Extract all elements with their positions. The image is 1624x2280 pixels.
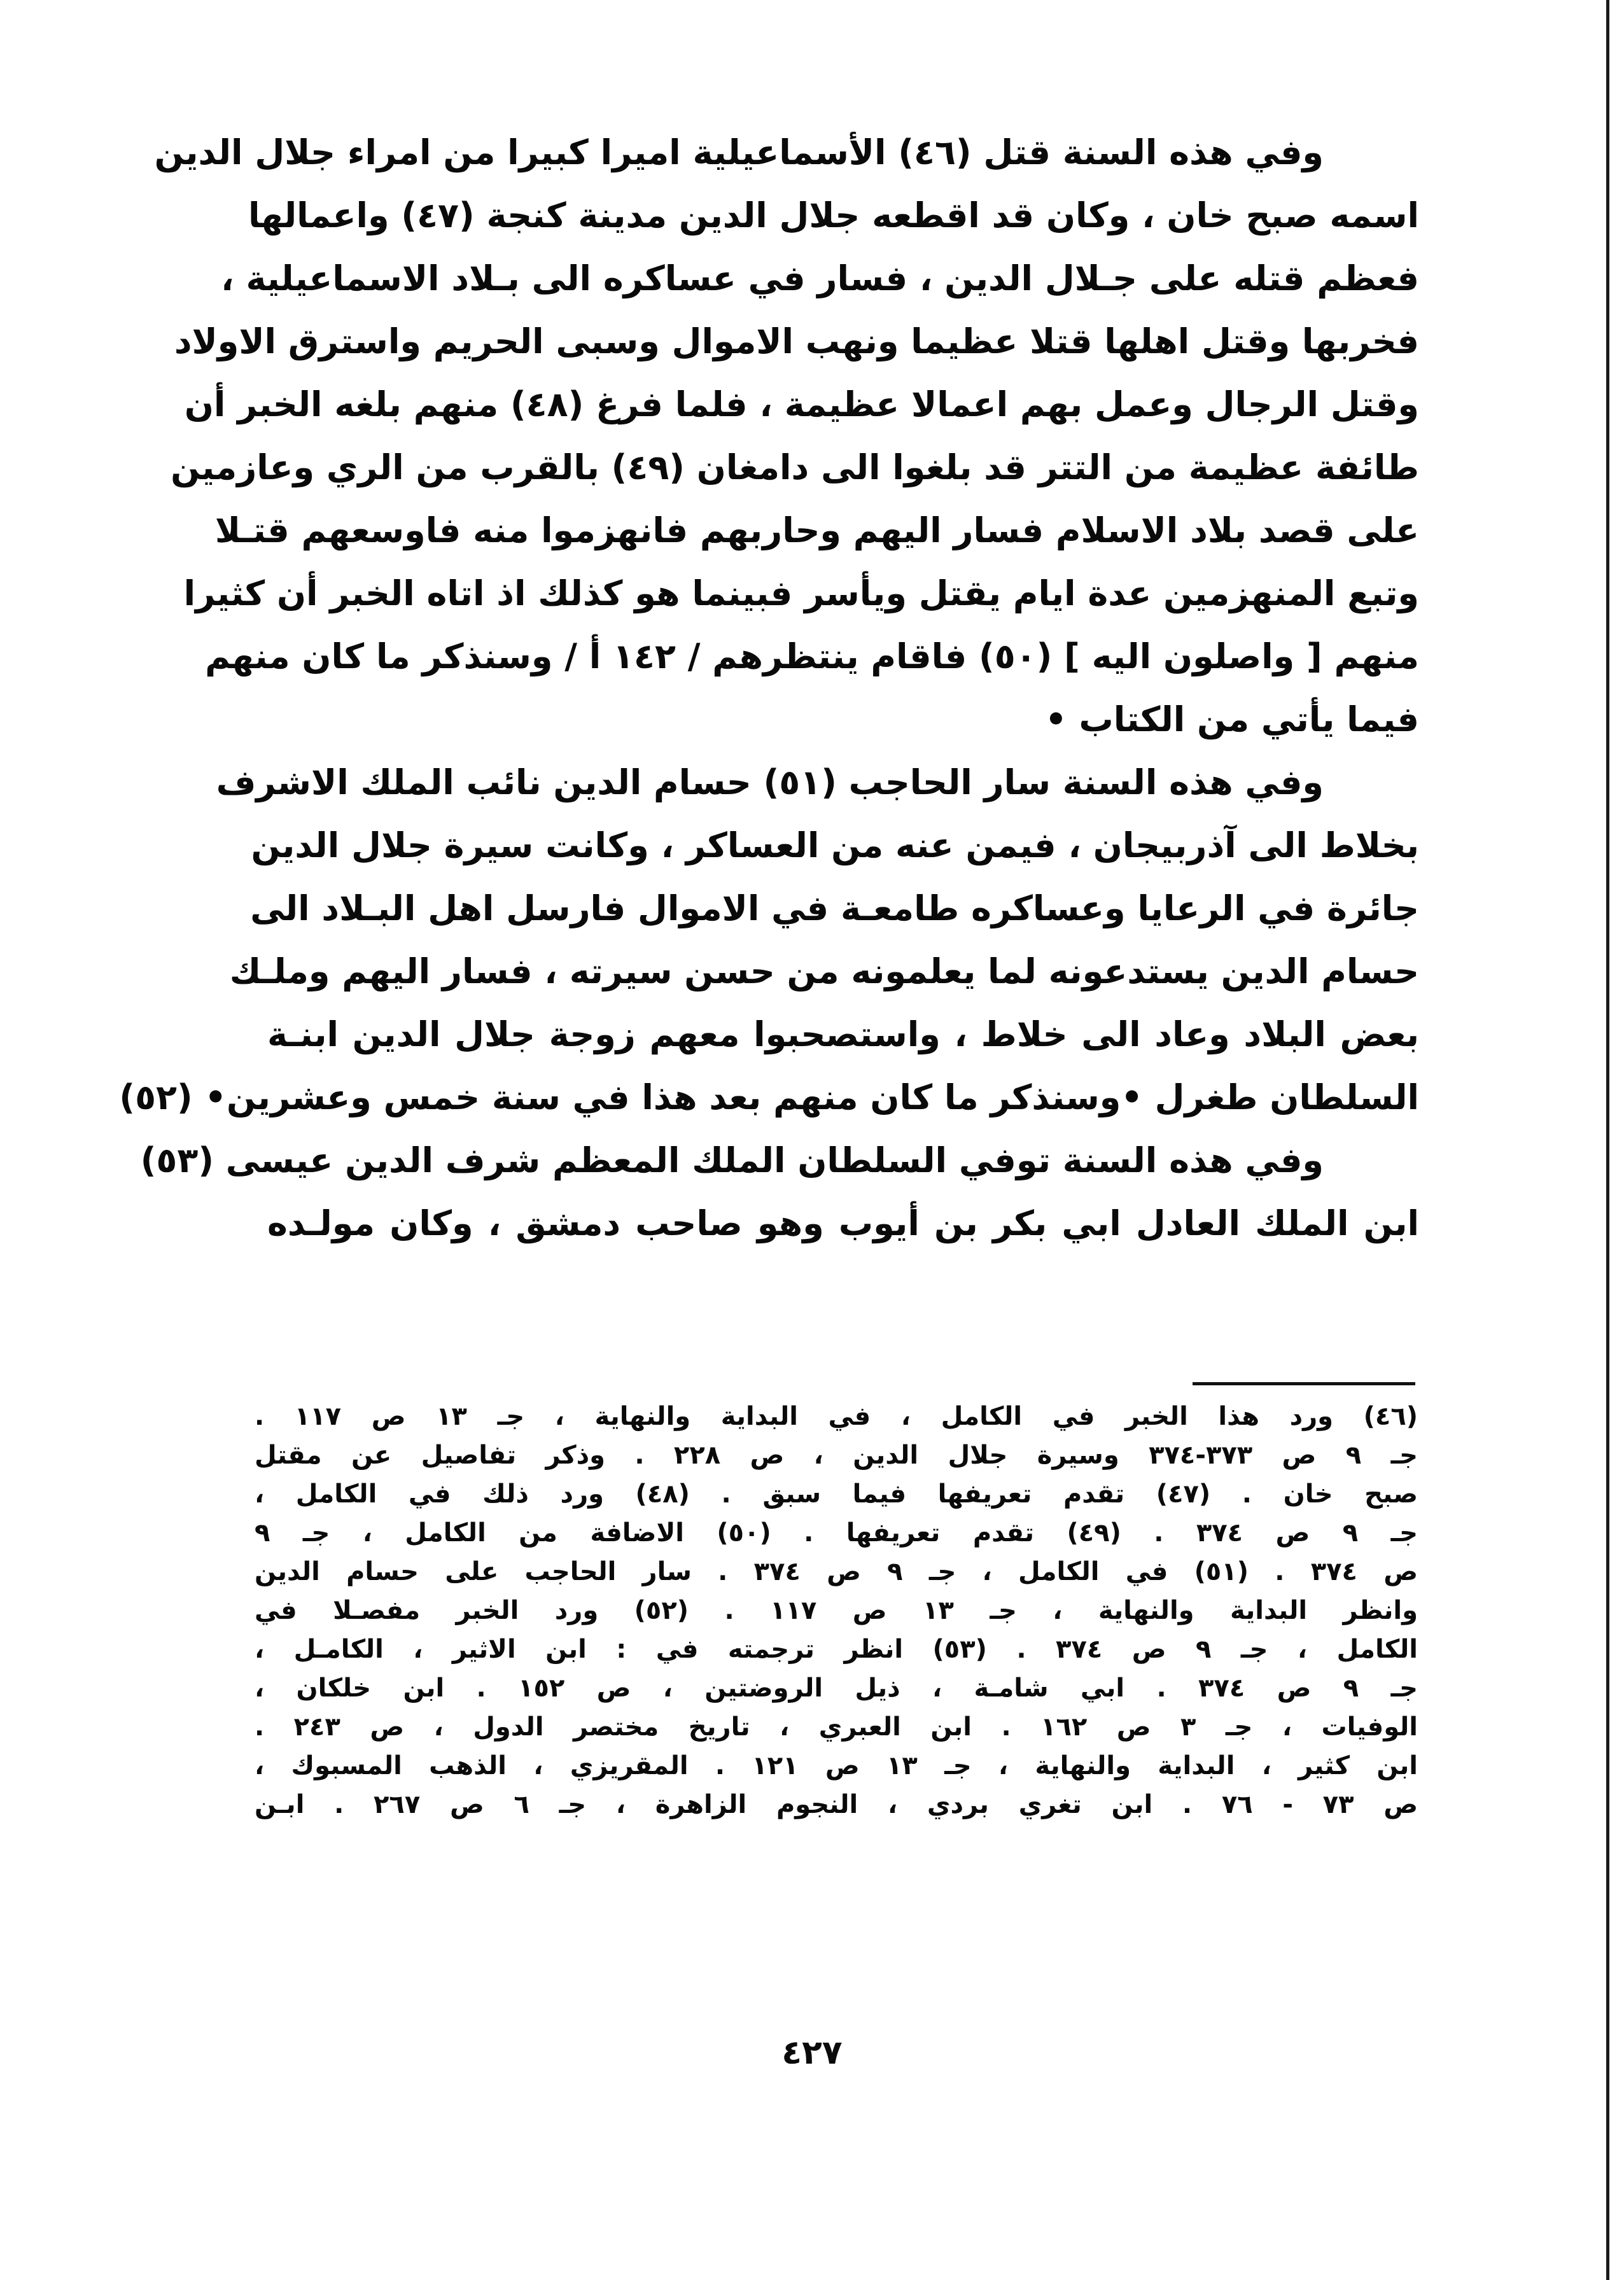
body-line: اسمه صبح خان ، وكان قد اقطعه جلال الدين مدينة كنجة (٤٧) واعمالها [248, 195, 1419, 235]
footnote-line: ص ٣٧٤ . (٥١) في الكامل ، جـ ٩ ص ٣٧٤ . سار الحاجب على حسام الدين [255, 1557, 1418, 1586]
page-edge-border [1606, 0, 1609, 2280]
body-line: طائفة عظيمة من التتر قد بلغوا الى دامغان (٤٩) بالقرب من الري وعازمين [171, 447, 1419, 487]
footnotes [255, 1397, 1418, 1824]
body-line: وتبع المنهزمين عدة ايام يقتل ويأسر فبينما هو كذلك اذ اتاه الخبر أن كثيرا [183, 573, 1419, 613]
body-line: وقتل الرجال وعمل بهم اعمالا عظيمة ، فلما فرغ (٤٨) منهم بلغه الخبر أن [184, 384, 1419, 424]
body-line: وفي هذه السنة قتل (٤٦) الأسماعيلية اميرا كبيرا من امراء جلال الدين [154, 132, 1324, 172]
body-line: بخلاط الى آذربيجان ، فيمن عنه من العساكر ، وكانت سيرة جلال الدين [251, 825, 1419, 865]
footnote-line: جـ ٩ ص ٣٧٤ . ابي شامـة ، ذيل الروضتين ، ص ١٥٢ . ابن خلكان ، [255, 1674, 1418, 1703]
footnote-line: وانظر البداية والنهاية ، جـ ١٣ ص ١١٧ . (٥٢) ورد الخبر مفصـلا في [255, 1596, 1418, 1625]
main-text [119, 121, 1419, 1255]
body-line: فيما يأتي من الكتاب • [1045, 699, 1419, 739]
footnote-line: (٤٦) ورد هذا الخبر في الكامل ، في البداية والنهاية ، جـ ١٣ ص ١١٧ . [255, 1402, 1418, 1431]
footnote-line: الوفيات ، جـ ٣ ص ١٦٢ . ابن العبري ، تاريخ مختصر الدول ، ص ٢٤٣ . [255, 1712, 1418, 1742]
page-number: ٤٢٧ [781, 2034, 843, 2072]
body-line: ابن الملك العادل ابي بكر بن أيوب وهو صاحب دمشق ، وكان مولـده [267, 1203, 1419, 1243]
body-line: السلطان طغرل •وسنذكر ما كان منهم بعد هذا في سنة خمس وعشرين• (٥٢) [119, 1077, 1419, 1117]
footnote-separator [1193, 1382, 1415, 1385]
body-line: منهم [ واصلون اليه ] (٥٠) فاقام ينتظرهم / ١٤٢ أ / وسنذكر ما كان منهم [205, 636, 1419, 676]
body-line: بعض البلاد وعاد الى خلاط ، واستصحبوا معهم زوجة جلال الدين ابنـة [267, 1014, 1419, 1054]
body-line: وفي هذه السنة سار الحاجب (٥١) حسام الدين نائب الملك الاشرف [216, 762, 1324, 802]
body-line: فخربها وقتل اهلها قتلا عظيما ونهب الاموال وسبى الحريم واسترق الاولاد [174, 321, 1419, 361]
footnote-line: ص ٧٣ - ٧٦ . ابن تغري بردي ، النجوم الزاهرة ، جـ ٦ ص ٢٦٧ . ابـن [255, 1790, 1418, 1819]
footnote-line: ابن كثير ، البداية والنهاية ، جـ ١٣ ص ١٢١ . المقريزي ، الذهب المسبوك ، [255, 1751, 1418, 1780]
footnote-line: صبح خان . (٤٧) تقدم تعريفها فيما سبق . (٤٨) ورد ذلك في الكامل ، [255, 1479, 1418, 1509]
footnote-line: الكامل ، جـ ٩ ص ٣٧٤ . (٥٣) انظر ترجمته في : ابن الاثير ، الكامـل ، [255, 1635, 1418, 1664]
body-line: حسام الدين يستدعونه لما يعلمونه من حسن سيرته ، فسار اليهم وملـك [229, 951, 1419, 991]
body-line: على قصد بلاد الاسلام فسار اليهم وحاربهم فانهزموا منه فاوسعهم قتـلا [214, 510, 1419, 550]
footnote-line: جـ ٩ ص ٣٧٤ . (٤٩) تقدم تعريفها . (٥٠) الاضافة من الكامل ، جـ ٩ [255, 1518, 1418, 1548]
body-line: وفي هذه السنة توفي السلطان الملك المعظم شرف الدين عيسى (٥٣) [140, 1140, 1324, 1180]
body-line: فعظم قتله على جـلال الدين ، فسار في عساكره الى بـلاد الاسماعيلية ، [221, 258, 1419, 298]
footnote-line: جـ ٩ ص ٣٧٣-٣٧٤ وسيرة جلال الدين ، ص ٢٢٨ . وذكر تفاصيل عن مقتل [255, 1441, 1418, 1470]
body-line: جائرة في الرعايا وعساكره طامعـة في الاموال فارسل اهل البـلاد الى [250, 888, 1419, 928]
